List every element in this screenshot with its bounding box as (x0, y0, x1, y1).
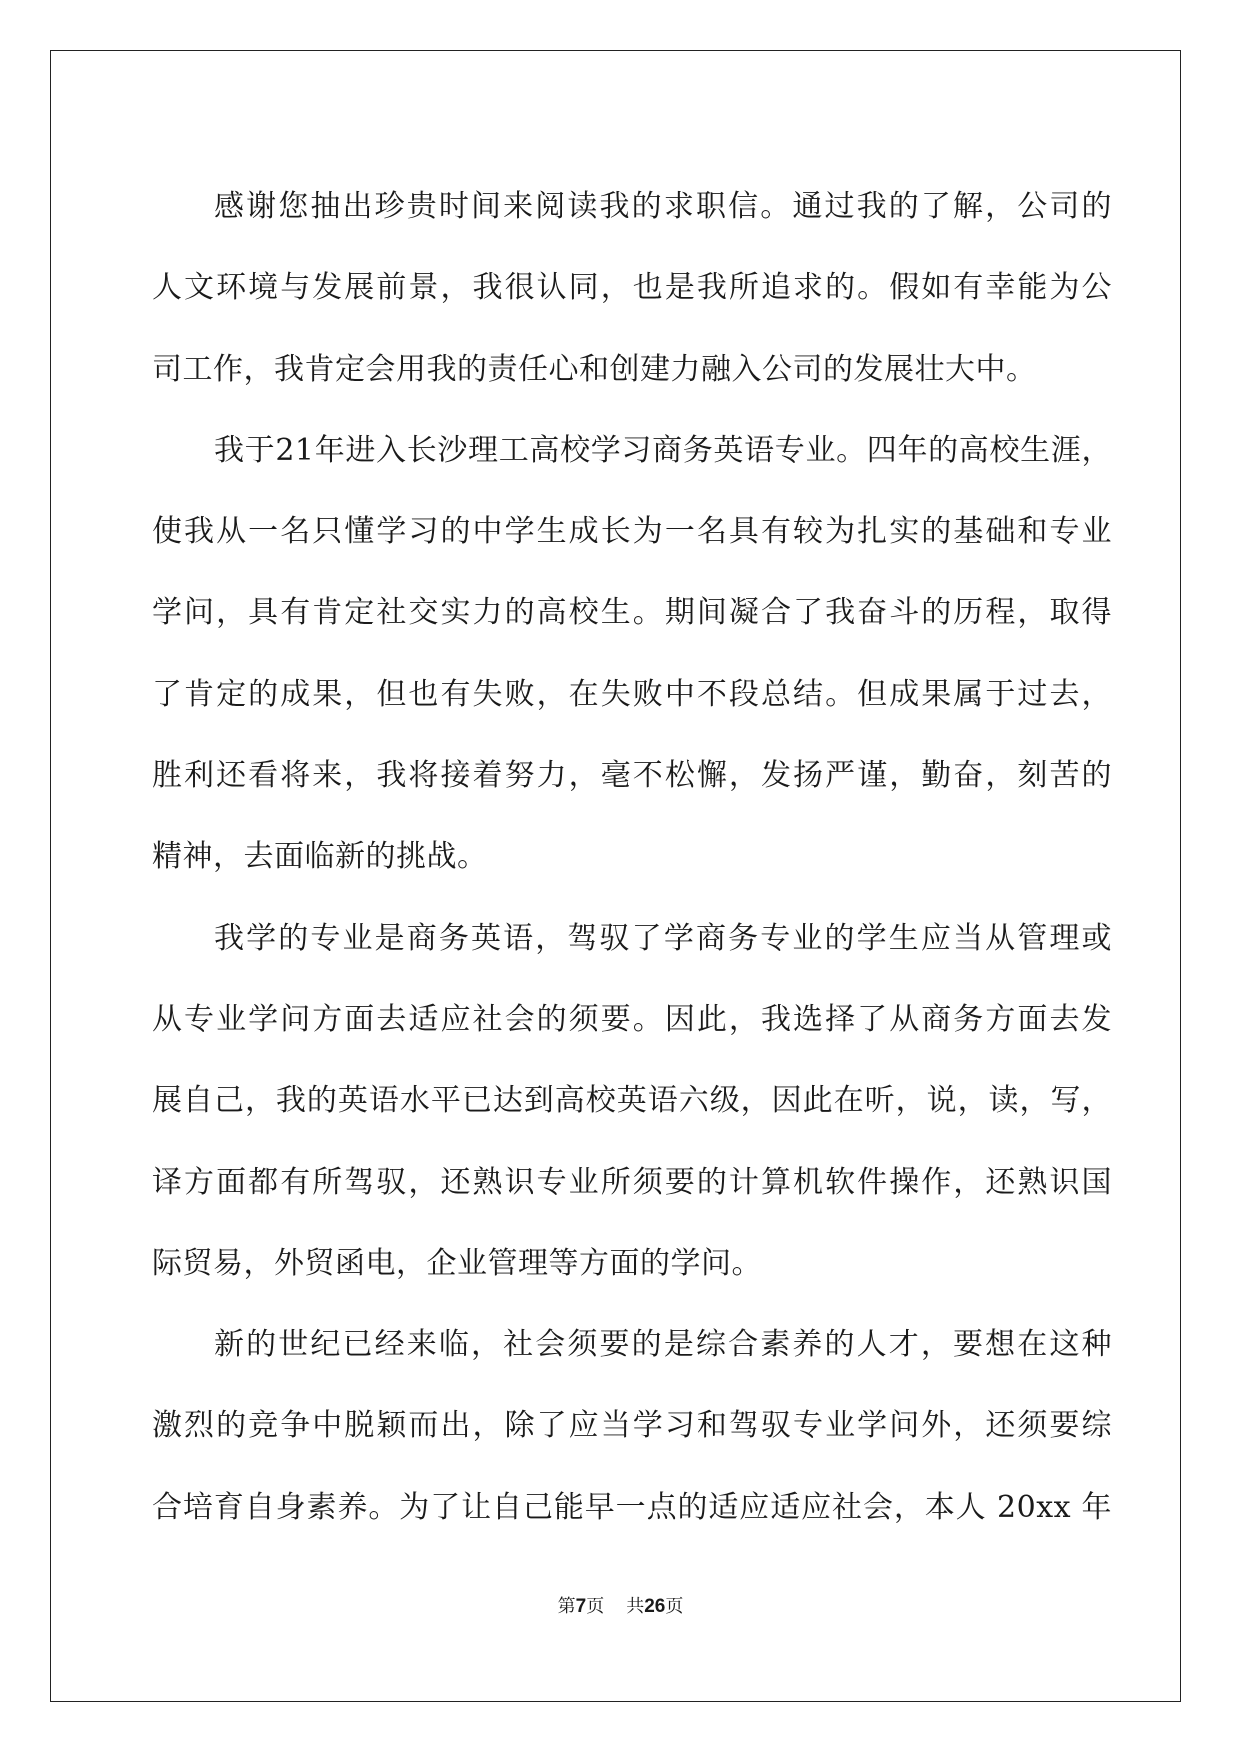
text-line: 精神，去面临新的挑战。 (152, 839, 488, 875)
text-line: 从专业学问方面去适应社会的须要。因此，我选择了从商务方面去发 (152, 1001, 1112, 1037)
text-line: 胜利还看将来，我将接着努力，毫不松懈，发扬严谨，勤奋，刻苦的 (152, 758, 1112, 794)
text-line: 人文环境与发展前景，我很认同，也是我所追求的。假如有幸能为公 (152, 270, 1112, 306)
text-line: 译方面都有所驾驭，还熟识专业所须要的计算机软件操作，还熟识国 (152, 1164, 1112, 1200)
text-line: 际贸易，外贸函电，企业管理等方面的学问。 (152, 1245, 762, 1281)
text-line: 使我从一名只懂学习的中学生成长为一名具有较为扎实的基础和专业 (152, 514, 1112, 550)
page-suffix: 页 (586, 1596, 605, 1617)
text-line: 我学的专业是商务英语，驾驭了学商务专业的学生应当从管理或 (214, 920, 1112, 956)
page-prefix: 第 (557, 1596, 576, 1617)
text-line: 合培育自身素养。为了让自己能早一点的适应适应社会，本人 20xx 年 (152, 1489, 1112, 1525)
page-footer (0, 1592, 1241, 1618)
page-number: 7 (575, 1596, 587, 1617)
letter-body (152, 166, 1112, 1548)
text-line: 了肯定的成果，但也有失败，在失败中不段总结。但成果属于过去， (152, 676, 1112, 712)
total-pages: 26 (644, 1596, 666, 1617)
text-line: 新的世纪已经来临，社会须要的是综合素养的人才，要想在这种 (214, 1327, 1112, 1363)
text-line: 学问，具有肯定社交实力的高校生。期间凝合了我奋斗的历程，取得 (152, 595, 1112, 631)
text-line: 展自己，我的英语水平已达到高校英语六级，因此在听，说，读，写， (152, 1083, 1112, 1119)
total-prefix: 共 (626, 1596, 645, 1617)
text-line: 司工作，我肯定会用我的责任心和创建力融入公司的发展壮大中。 (152, 351, 1037, 387)
text-line: 我于21年进入长沙理工高校学习商务英语专业。四年的高校生涯， (214, 432, 1112, 468)
text-line: 感谢您抽出珍贵时间来阅读我的求职信。通过我的了解，公司的 (214, 189, 1112, 224)
total-suffix: 页 (665, 1596, 684, 1617)
text-line: 激烈的竞争中脱颖而出，除了应当学习和驾驭专业学问外，还须要综 (152, 1408, 1112, 1444)
